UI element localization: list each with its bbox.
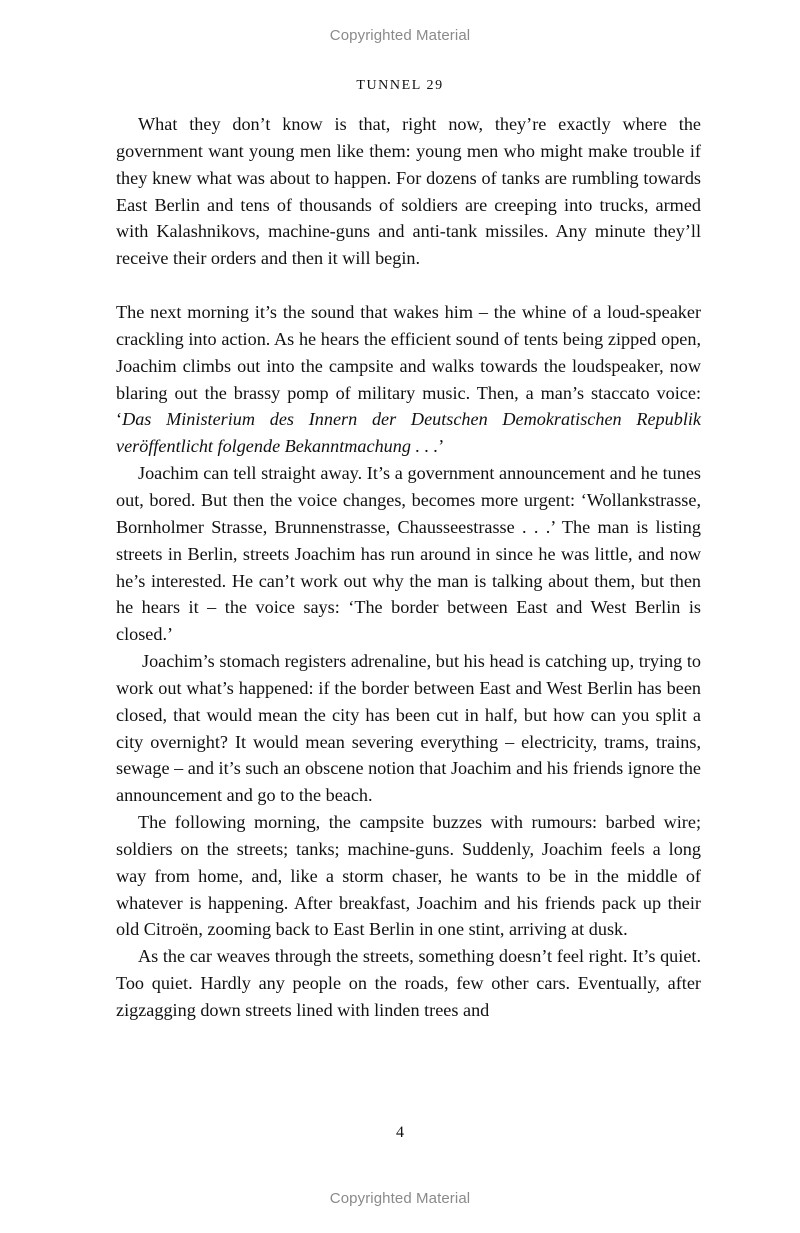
paragraph-5: The following morning, the campsite buzzes with rumours: barbed wire; soldiers on the streets; tanks; machine-guns. Suddenly, Joachim feels a long way from home, and, like a storm chaser, he wants to be in the middle of whatever is happening. After breakfast, Joachim and his friends pack up their old Citroën, zooming back to East Berlin in one stint, arriving at dusk. (116, 812, 701, 940)
paragraph-2-text: The next morning it’s the sound that wakes him – the whine of a loud-speaker crackling into action. As he hears the efficient sound of tents being zipped open, Joachim climbs out into the campsite and walks towards the loudspeaker, now blaring out the brassy pomp of military music. Then, a man’s staccato voice: ‘ (116, 302, 701, 430)
paragraph-2-close-quote: ’ (438, 436, 445, 457)
body-text (116, 111, 701, 1024)
copyright-watermark-top: Copyrighted Material (329, 27, 471, 44)
page-number: 4 (396, 1124, 404, 1141)
paragraph-2 (116, 299, 701, 460)
copyright-watermark-bottom: Copyrighted Material (329, 1190, 471, 1207)
paragraph-3: Joachim can tell straight away. It’s a government announcement and he tunes out, bored. But then the voice changes, becomes more urgent: ‘Wollankstrasse, Bornholmer Strasse, Brunnenstrasse, Chausseestrasse . . .’ The man is listing streets in Berlin, streets Joachim has run around in since he was little, and now he’s interested. He can’t work out why the man is talking about them, but then he hears it – the voice says: ‘The border between East and West Berlin is closed.’ (116, 463, 701, 645)
running-head: TUNNEL 29 (356, 78, 444, 93)
paragraph-4: Joachim’s stomach registers adrenaline, but his head is catching up, trying to work out what’s happened: if the border between East and West Berlin has been closed, that would mean the city has been cut in half, but how can you split a city overnight? It would mean severing everything – electricity, trams, trains, sewage – and it’s such an obscene notion that Joachim and his friends ignore the announcement and go to the beach. (116, 651, 701, 806)
paragraph-2-quote: Das Ministerium des Innern der Deutschen Demokratischen Republik veröffentlicht folgende Bekanntmachung . . . (116, 409, 701, 457)
paragraph-6: As the car weaves through the streets, something doesn’t feel right. It’s quiet. Too quiet. Hardly any people on the roads, few other cars. Eventually, after zigzagging down streets lined with linden trees and (116, 946, 701, 1020)
paragraph-1: What they don’t know is that, right now, they’re exactly where the government want young men like them: young men who might make trouble if they knew what was about to happen. For dozens of tanks are rumbling towards East Berlin and tens of thousands of soldiers are creeping into trucks, armed with Kalashnikovs, machine-guns and anti-tank missiles. Any minute they’ll receive their orders and then it will begin. (116, 114, 701, 269)
